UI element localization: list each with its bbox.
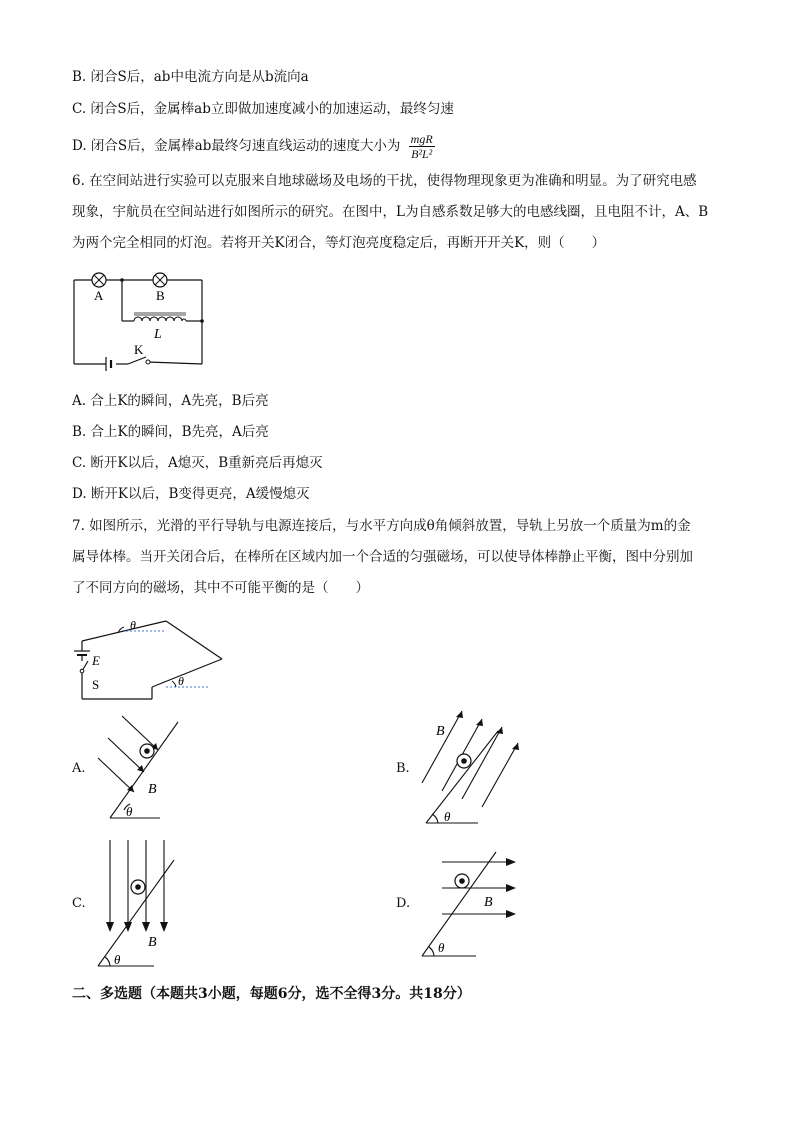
q6-option-b: B. 合上K的瞬间，B先亮，A后亮 bbox=[72, 424, 269, 440]
q5-option-d bbox=[72, 132, 435, 161]
q7-rail-diagram bbox=[66, 613, 236, 705]
angle-label-d: θ bbox=[438, 940, 445, 955]
q6-option-d: D. 断开K以后，B变得更亮，A缓慢熄灭 bbox=[72, 486, 310, 502]
q6-option-a: A. 合上K的瞬间，A先亮，B后亮 bbox=[72, 393, 269, 409]
lamp-a-icon bbox=[92, 273, 106, 287]
q7-stem-line-3: 了不同方向的磁场，其中不可能平衡的是（ ） bbox=[72, 580, 369, 596]
fraction-denominator: B²L² bbox=[411, 147, 433, 161]
q7-stem-line-1: 7. 如图所示，光滑的平行导轨与电源连接后，与水平方向成θ角倾斜放置，导轨上另放一个质量为m的金 bbox=[72, 518, 691, 534]
emf-label: E bbox=[92, 653, 100, 668]
angle-theta-top: θ bbox=[130, 618, 136, 632]
lamp-a-label: A bbox=[94, 288, 104, 303]
switch-k-label: K bbox=[134, 342, 144, 357]
q6-circuit-diagram bbox=[66, 266, 216, 372]
q7-option-c-figure bbox=[92, 838, 202, 970]
q5-option-d-text: D. 闭合S后，金属棒ab最终匀速直线运动的速度大小为 bbox=[72, 138, 401, 154]
q7-option-d-figure bbox=[418, 848, 522, 960]
angle-label-b: θ bbox=[444, 809, 451, 824]
q6-stem-line-1: 6. 在空间站进行实验可以克服来自地球磁场及电场的干扰，使得物理现象更为准确和明显。为了研究电感 bbox=[72, 173, 697, 189]
field-label-d: B bbox=[484, 895, 493, 910]
field-label-c: B bbox=[148, 935, 157, 950]
q5-option-b: B. 闭合S后，ab中电流方向是从b流向a bbox=[72, 69, 309, 85]
field-label-a: B bbox=[148, 782, 157, 797]
q7-option-c-label: C. bbox=[72, 896, 86, 911]
q5-option-c: C. 闭合S后，金属棒ab立即做加速度减小的加速运动，最终匀速 bbox=[72, 101, 454, 117]
fraction-numerator: mgR bbox=[410, 132, 433, 146]
angle-label-a: θ bbox=[126, 804, 133, 819]
field-label-b: B bbox=[436, 724, 445, 739]
q5-option-d-fraction bbox=[409, 132, 435, 161]
switch-s-label: S bbox=[92, 677, 100, 692]
angle-label-c: θ bbox=[114, 952, 121, 967]
q7-option-b-figure bbox=[418, 705, 528, 829]
coil-label: L bbox=[154, 327, 162, 342]
q7-stem-line-2: 属导体棒。当开关闭合后，在棒所在区域内加一个合适的匀强磁场，可以使导体棒静止平衡，图中分别加 bbox=[72, 549, 693, 565]
angle-theta-bottom: θ bbox=[178, 674, 184, 688]
q7-option-d-label: D. bbox=[396, 896, 411, 911]
lamp-b-label: B bbox=[156, 288, 165, 303]
q6-stem-line-3: 为两个完全相同的灯泡。若将开关K闭合，等灯泡亮度稳定后，再断开开关K，则（ ） bbox=[72, 235, 606, 251]
q6-stem-line-2: 现象，宇航员在空间站进行如图所示的研究。在图中，L为自感系数足够大的电感线圈，且电阻不计，A、B bbox=[72, 204, 709, 220]
q7-option-a-label: A. bbox=[72, 761, 86, 776]
q6-option-c: C. 断开K以后，A熄灭，B重新亮后再熄灭 bbox=[72, 455, 323, 471]
section-heading-multiple-choice: 二、多选题（本题共3小题，每题6分，选不全得3分。共18分） bbox=[72, 986, 471, 1002]
inductor-coil-icon bbox=[134, 313, 186, 321]
q7-option-b-label: B. bbox=[396, 761, 410, 776]
lamp-b-icon bbox=[153, 273, 167, 287]
q7-option-a-figure bbox=[94, 712, 204, 824]
